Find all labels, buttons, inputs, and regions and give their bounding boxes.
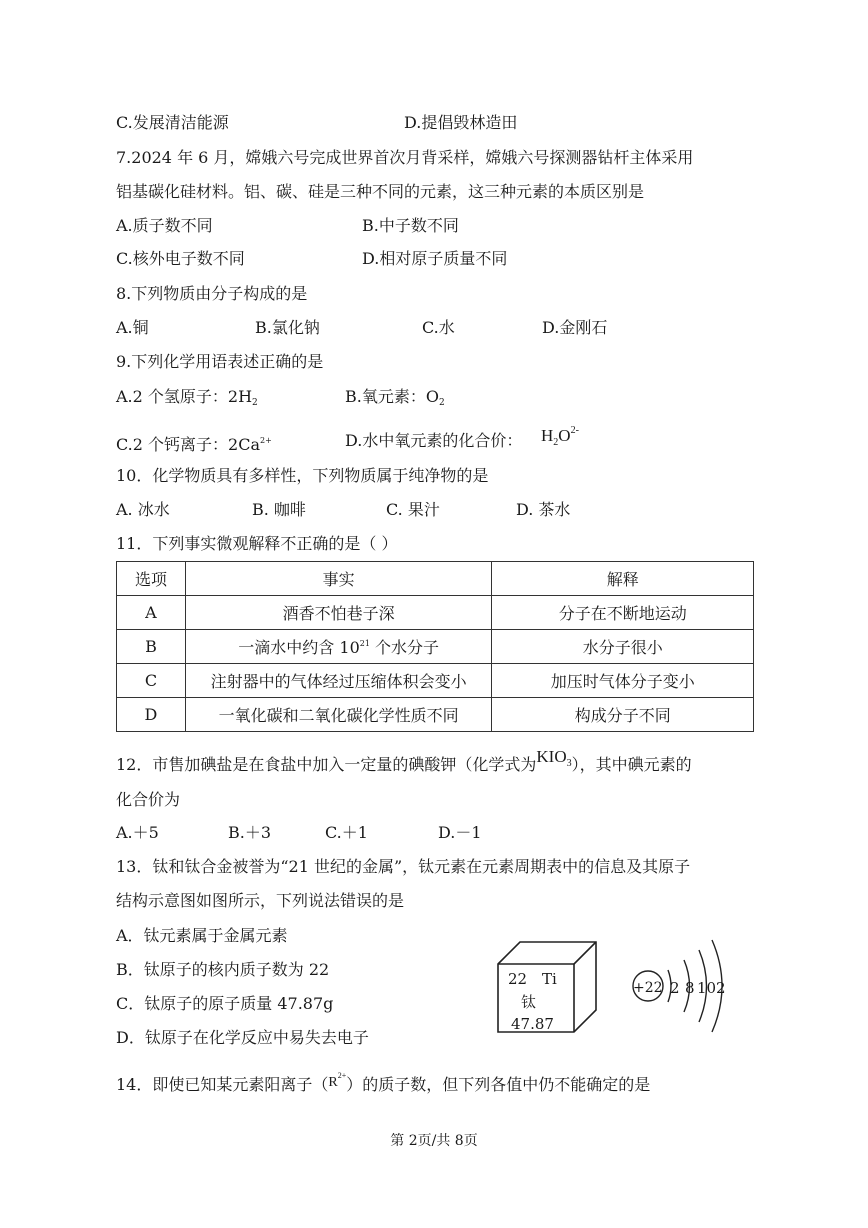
element-atomic-number: 22 [508, 970, 528, 988]
row-fact-text-end: 个水分子 [369, 638, 440, 657]
q8-option-d: D.金刚石 [542, 318, 608, 337]
q8-option-b: B.氯化钠 [255, 318, 320, 337]
q7-option-a: A.质子数不同 [116, 216, 213, 235]
q10-option-c: C. 果汁 [386, 500, 440, 519]
q12-option-b: B.＋3 [228, 823, 272, 842]
q9-stem: 9.下列化学用语表述正确的是 [116, 352, 324, 371]
ion-symbol: R [328, 1075, 338, 1090]
row-explanation: 水分子很小 [492, 630, 754, 664]
q9-option-b [345, 386, 445, 414]
row-explanation: 构成分子不同 [492, 698, 754, 732]
q9-option-a-text: A.2 个氢原子：2H [116, 387, 253, 406]
q13-option-d: D．钛原子在化学反应中易失去电子 [116, 1028, 369, 1047]
row-option: B [117, 630, 186, 664]
q7-stem-line1: 7.2024 年 6 月，嫦娥六号完成世界首次月背采样，嫦娥六号探测器钻杆主体采用 [116, 148, 694, 167]
q7-option-b: B.中子数不同 [362, 216, 459, 235]
row-option: D [117, 698, 186, 732]
q9-option-b-subscript: 2 [438, 398, 445, 408]
q8-option-a: A.铜 [116, 318, 149, 337]
nucleus-charge: +22 [633, 980, 663, 996]
row-fact: 酒香不怕巷子深 [185, 596, 492, 630]
row-explanation: 加压时气体分子变小 [492, 664, 754, 698]
formula-h-subscript: 2 [553, 437, 559, 448]
q8-option-c: C.水 [422, 318, 455, 337]
q9-option-b-text: B.氧元素：O [345, 387, 439, 406]
q10-option-b: B. 咖啡 [252, 500, 306, 519]
header-explanation: 解释 [492, 562, 754, 596]
q10-option-a: A. 冰水 [116, 500, 170, 519]
q12-stem-line1 [116, 747, 692, 783]
q14-text-after-ion: ）的质子数，但下列各值中仍不能确定的是 [346, 1075, 651, 1094]
table-row [117, 698, 754, 732]
row-fact: 一氧化碳和二氧化碳化学性质不同 [185, 698, 492, 732]
q12-option-c: C.＋1 [325, 823, 368, 842]
shell-electrons-4: 2 [716, 979, 726, 997]
row-option: A [117, 596, 186, 630]
table-row [117, 630, 754, 664]
q11-table [116, 561, 754, 732]
q13-stem-line2: 结构示意图如图所示，下列说法错误的是 [116, 891, 405, 910]
table-row [117, 664, 754, 698]
q13-option-c: C．钛原子的原子质量 47.87g [116, 994, 334, 1013]
q12-option-d: D.－1 [438, 823, 482, 842]
q14-text-before-ion: 14．即使已知某元素阳离子（ [116, 1075, 329, 1094]
shell-electrons-1: 2 [670, 979, 680, 997]
q9-option-d-formula [541, 420, 579, 454]
formula-h: H [541, 426, 554, 445]
element-atomic-mass: 47.87 [511, 1015, 554, 1033]
q9-option-c [116, 430, 272, 456]
q9-option-c-text: C.2 个钙离子：2Ca [116, 435, 260, 454]
ion-charge: 2+ [337, 1071, 347, 1080]
q14-stem [116, 1069, 650, 1098]
q10-stem: 10．化学物质具有多样性，下列物质属于纯净物的是 [116, 466, 489, 485]
q6-option-c: C.发展清洁能源 [116, 113, 229, 132]
element-symbol: Ti [542, 970, 557, 988]
q12-text-before-formula: 12．市售加碘盐是在食盐中加入一定量的碘酸钾（化学式为 [116, 755, 537, 774]
q6-option-d: D.提倡毁林造田 [404, 113, 518, 132]
page-number: 第 2页/共 8页 [390, 1133, 478, 1149]
q7-option-c: C.核外电子数不同 [116, 249, 245, 268]
q14-ion [328, 1071, 347, 1090]
q8-stem: 8.下列物质由分子构成的是 [116, 284, 308, 303]
row-fact: 注射器中的气体经过压缩体积会变小 [185, 664, 492, 698]
table-header-row [117, 562, 754, 596]
element-name: 钛 [521, 993, 537, 1011]
q9-option-d [345, 430, 522, 452]
q12-stem-line2: 化合价为 [116, 790, 181, 809]
formula-o: O [558, 426, 571, 445]
q12-formula [536, 747, 572, 769]
row-fact-text: 一滴水中约含 10 [238, 638, 360, 657]
header-option: 选项 [117, 562, 186, 596]
q13-stem-line1: 13．钛和钛合金被誉为“21 世纪的金属”，钛元素在元素周期表中的信息及其原子 [116, 857, 691, 876]
row-fact [185, 630, 492, 664]
q9-option-d-text: D.水中氧元素的化合价： [345, 431, 523, 450]
header-fact: 事实 [185, 562, 492, 596]
q11-stem: 11．下列事实微观解释不正确的是（ ） [116, 534, 398, 553]
q9-option-c-superscript: 2+ [260, 436, 272, 445]
shell-electrons-2: 8 [685, 979, 695, 997]
q9-option-a-subscript: 2 [252, 398, 258, 408]
formula-o-superscript: 2- [570, 425, 579, 436]
q13-option-a: A．钛元素属于金属元素 [116, 926, 288, 945]
formula-kio: KIO [536, 747, 567, 766]
formula-kio-subscript: 3 [566, 758, 572, 769]
q7-stem-line2: 铝基碳化硅材料。铝、碳、硅是三种不同的元素，这三种元素的本质区别是 [116, 182, 645, 201]
q7-option-d: D.相对原子质量不同 [362, 249, 508, 268]
q9-option-a [116, 386, 258, 414]
table-row [117, 596, 754, 630]
q12-text-after-formula: ），其中碘元素的 [571, 755, 692, 774]
row-option: C [117, 664, 186, 698]
row-fact-exponent: 21 [359, 639, 370, 648]
q12-option-a: A.＋5 [116, 823, 159, 842]
row-explanation: 分子在不断地运动 [492, 596, 754, 630]
q10-option-d: D. 茶水 [516, 500, 571, 519]
shell-electrons-3: 10 [697, 979, 717, 997]
q13-option-b: B．钛原子的核内质子数为 22 [116, 960, 330, 979]
